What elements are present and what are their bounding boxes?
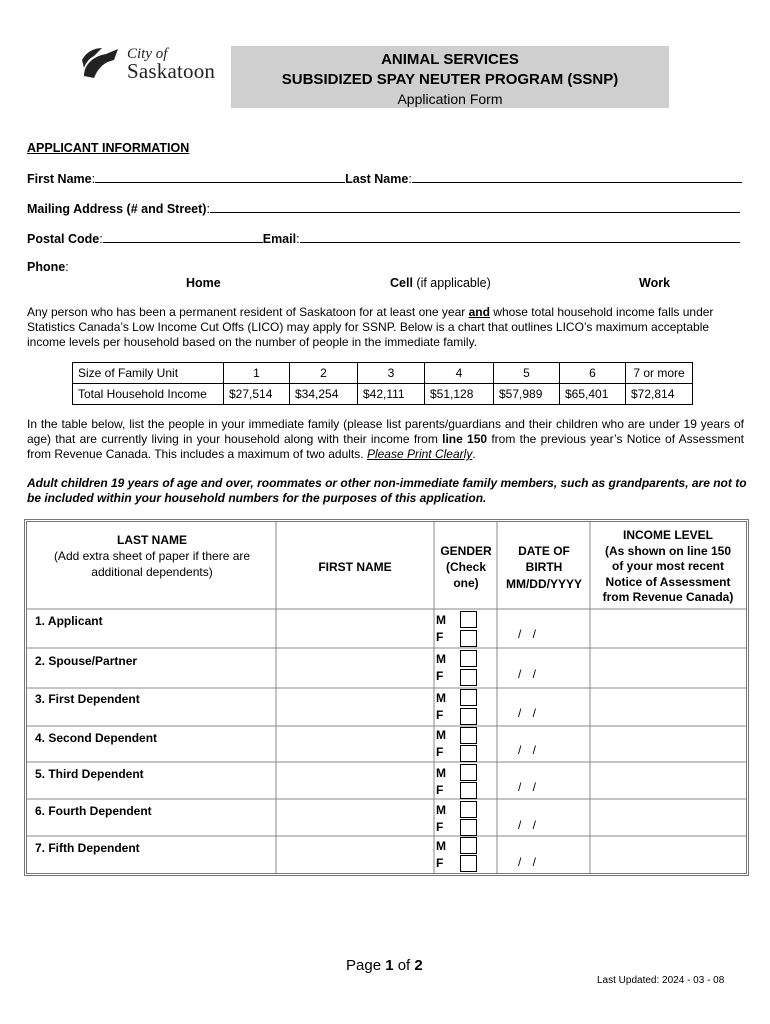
eligibility-and: and <box>468 305 490 319</box>
male-label: M <box>436 803 446 817</box>
female-label: F <box>436 856 444 870</box>
female-checkbox[interactable] <box>460 782 477 799</box>
page-current: 1 <box>385 957 394 974</box>
dob-field[interactable]: / / <box>518 855 537 869</box>
lico-size-cell: 5 <box>494 363 560 384</box>
col-dob-format: MM/DD/YYYY <box>505 577 582 591</box>
gender-options <box>436 802 446 836</box>
gender-options <box>436 727 446 761</box>
eligibility-text-2: whose total household income falls under Statistics Canada’s Low Income Cut Offs (LICO) may apply for SSNP. Below is a chart that outlines LICO’s maximum acceptable income levels per household based on the number of people in the immediate family. <box>27 305 714 349</box>
title-animal-services: ANIMAL SERVICES <box>381 51 519 68</box>
female-checkbox[interactable] <box>460 855 477 872</box>
instructions-line-150: line 150 <box>442 432 488 446</box>
gender-options <box>436 690 446 724</box>
email-field[interactable] <box>300 231 740 243</box>
lico-income-cell: $57,989 <box>494 384 560 405</box>
male-label: M <box>436 613 446 627</box>
phone-cell-note: (if applicable) <box>416 276 491 290</box>
phone-cell-label: Cell <box>390 276 413 290</box>
lico-size-row <box>73 363 693 384</box>
male-checkbox[interactable] <box>460 650 477 667</box>
dob-field[interactable]: / / <box>518 743 537 757</box>
last-name-label: Last Name <box>345 172 409 186</box>
title-box <box>231 46 669 108</box>
dob-field[interactable]: / / <box>518 667 537 681</box>
col-gender-note-2: one) <box>453 576 479 590</box>
phone-cell-row <box>390 276 491 290</box>
dob-field[interactable]: / / <box>518 818 537 832</box>
postal-email-row: Postal Code: Email: <box>27 231 740 246</box>
eligibility-text-1: Any person who has been a permanent resident of Saskatoon for at least one year <box>27 305 469 319</box>
page-total: 2 <box>414 957 423 974</box>
col-income-header <box>591 528 745 606</box>
page-of: of <box>393 957 415 974</box>
adult-children-note: Adult children 19 years of age and over, roommates or other non-immediate family members, such as grandparents, are not to be included within your household numbers for the purposes of this application. <box>27 476 747 505</box>
postal-code-field[interactable] <box>103 231 263 243</box>
instructions-end: . <box>472 447 476 461</box>
instructions-text-1: In the table below, list the people in your immediate family (please list parents/guardians and their children who are under 19 years of age) that are currently living in your household along with their income from <box>27 417 744 446</box>
phone-label: Phone <box>27 260 66 274</box>
col-income-note-2: of your most recent <box>611 559 725 573</box>
male-checkbox[interactable] <box>460 689 477 706</box>
col-last-name-title: LAST NAME <box>117 533 187 547</box>
lico-size-cell: 2 <box>290 363 358 384</box>
instructions-text-2: from the previous year’s Notice of Assessment from Revenue Canada. This includes a maximum of two adults. <box>27 432 744 461</box>
title-application-form: Application Form <box>397 91 503 107</box>
male-checkbox[interactable] <box>460 764 477 781</box>
col-dob-title-2: BIRTH <box>525 560 563 574</box>
col-first-name-header: FIRST NAME <box>318 560 392 574</box>
row-label-third-dependent: 5. Third Dependent <box>35 767 144 781</box>
col-last-name-header <box>35 532 269 580</box>
logo-city-of: City of <box>127 46 168 62</box>
col-dob-header <box>498 543 590 592</box>
phone-work-label: Work <box>639 276 671 290</box>
male-checkbox[interactable] <box>460 837 477 854</box>
page-prefix: Page <box>346 957 386 974</box>
row-label-spouse: 2. Spouse/Partner <box>35 654 138 668</box>
lico-income-cell: $65,401 <box>560 384 626 405</box>
female-label: F <box>436 783 444 797</box>
col-gender-title: GENDER <box>440 544 492 558</box>
row-label-applicant: 1. Applicant <box>35 614 103 628</box>
last-name-field[interactable] <box>412 171 742 183</box>
phone-home-label: Home <box>186 276 221 290</box>
city-logo <box>80 44 230 84</box>
print-clearly-note: Please Print Clearly <box>366 447 473 461</box>
first-name-label: First Name <box>27 172 92 186</box>
male-label: M <box>436 652 446 666</box>
lico-size-cell: 6 <box>560 363 626 384</box>
title-program: SUBSIDIZED SPAY NEUTER PROGRAM (SSNP) <box>281 71 619 88</box>
male-checkbox[interactable] <box>460 727 477 744</box>
lico-size-label: Size of Family Unit <box>73 363 224 384</box>
lico-income-cell: $34,254 <box>290 384 358 405</box>
col-last-name-note: (Add extra sheet of paper if there are additional dependents) <box>53 549 251 579</box>
female-checkbox[interactable] <box>460 630 477 647</box>
lico-size-cell: 3 <box>358 363 425 384</box>
lico-income-row <box>73 384 693 405</box>
postal-code-label: Postal Code <box>27 232 100 246</box>
lico-income-cell: $42,111 <box>358 384 425 405</box>
row-label-first-dependent: 3. First Dependent <box>35 692 140 706</box>
mailing-address-label: Mailing Address (# and Street) <box>27 202 207 216</box>
row-label-fifth-dependent: 7. Fifth Dependent <box>35 841 140 855</box>
col-gender-header <box>435 543 497 591</box>
male-label: M <box>436 691 446 705</box>
lico-income-label: Total Household Income <box>73 384 224 405</box>
female-checkbox[interactable] <box>460 708 477 725</box>
lico-table <box>72 362 693 405</box>
gender-options <box>436 612 446 646</box>
phone-label-row: Phone: <box>27 260 69 274</box>
col-income-title: INCOME LEVEL <box>622 528 713 542</box>
dob-field[interactable]: / / <box>518 627 537 641</box>
lico-income-cell: $72,814 <box>626 384 693 405</box>
row-label-second-dependent: 4. Second Dependent <box>35 731 158 745</box>
female-checkbox[interactable] <box>460 669 477 686</box>
email-label: Email <box>262 232 297 246</box>
eligibility-paragraph <box>27 305 744 350</box>
col-gender-note-1: (Check <box>445 560 486 574</box>
mailing-row: Mailing Address (# and Street): <box>27 201 740 216</box>
row-label-fourth-dependent: 6. Fourth Dependent <box>35 804 152 818</box>
lico-income-cell: $51,128 <box>425 384 494 405</box>
dob-field[interactable]: / / <box>518 780 537 794</box>
applicant-info-heading: APPLICANT INFORMATION <box>27 141 190 155</box>
gender-options <box>436 838 446 872</box>
family-table <box>24 519 749 876</box>
female-label: F <box>436 669 444 683</box>
lico-size-cell: 4 <box>425 363 494 384</box>
logo-saskatoon: Saskatoon <box>127 59 216 83</box>
dob-field[interactable]: / / <box>518 706 537 720</box>
male-label: M <box>436 728 446 742</box>
col-income-note-1: (As shown on line 150 <box>604 543 732 558</box>
male-checkbox[interactable] <box>460 801 477 818</box>
male-label: M <box>436 766 446 780</box>
lico-size-cell: 1 <box>224 363 290 384</box>
lico-size-cell: 7 or more <box>626 363 693 384</box>
male-label: M <box>436 839 446 853</box>
col-income-note-4: from Revenue Canada) <box>602 590 734 604</box>
last-updated: Last Updated: 2024 - 03 - 08 <box>597 975 725 986</box>
female-label: F <box>436 745 444 759</box>
gender-options <box>436 651 446 685</box>
first-name-field[interactable] <box>95 171 345 183</box>
female-label: F <box>436 820 444 834</box>
col-income-note-3: Notice of Assessment <box>605 574 731 589</box>
female-checkbox[interactable] <box>460 745 477 762</box>
gender-options <box>436 765 446 799</box>
male-checkbox[interactable] <box>460 611 477 628</box>
col-dob-title-1: DATE OF <box>518 544 570 558</box>
instructions-paragraph <box>27 417 744 462</box>
mailing-address-field[interactable] <box>210 201 740 213</box>
female-label: F <box>436 708 444 722</box>
female-label: F <box>436 630 444 644</box>
saskatoon-logo-icon <box>80 46 120 80</box>
page-number <box>346 957 423 974</box>
female-checkbox[interactable] <box>460 819 477 836</box>
lico-income-cell: $27,514 <box>224 384 290 405</box>
name-row: First Name: Last Name: <box>27 171 742 186</box>
